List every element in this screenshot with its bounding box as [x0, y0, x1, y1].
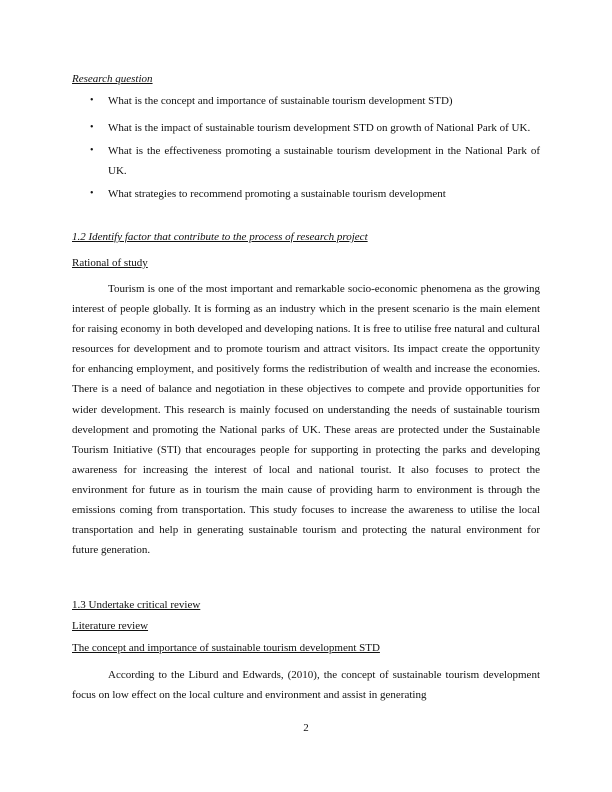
list-item [72, 91, 540, 111]
bullet-icon: • [90, 145, 94, 156]
bullet-text: What is the impact of sustainable tourism development STD on growth of National Park of UK. [108, 122, 531, 134]
research-question-list [72, 91, 540, 204]
document-page [72, 0, 540, 792]
std-concept-heading: The concept and importance of sustainable tourism development STD [72, 642, 380, 654]
bullet-text: What is the concept and importance of sustainable tourism development STD) [108, 95, 453, 107]
research-question-heading: Research question [72, 73, 153, 85]
list-item [72, 141, 540, 181]
bullet-text: What strategies to recommend promoting a sustainable tourism development [108, 188, 446, 200]
bullet-icon: • [90, 122, 94, 133]
bullet-text: What is the effectiveness promoting a sustainable tourism development in the National Park of UK. [108, 145, 540, 177]
rationale-heading: Rational of study [72, 257, 148, 269]
section-1-3-heading: 1.3 Undertake critical review [72, 599, 201, 611]
literature-review-heading: Literature review [72, 620, 149, 632]
page-number: 2 [303, 722, 309, 734]
list-item [72, 118, 540, 138]
bullet-icon: • [90, 95, 94, 106]
section-1-2-heading: 1.2 Identify factor that contribute to the process of research project [72, 231, 368, 243]
rationale-paragraph: Tourism is one of the most important and remarkable socio-economic phenomena as the growing interest of people globally. It is forming as an industry which in the present scenario is the main element for raising economy in both developed and developing nations. It is free to utilise free natural and cultural resources for development and to promote tourism and attract visitors. Its impact create the opportunity for enhancing employment, and positively forms the redistribution of wealth and increase the economies. There is a need of balance and negotiation in these objectives to compete and provide opportunities for wider development. This research is mainly focused on understanding the needs of sustainable tourism development and promoting the National parks of UK. These areas are protected under the Sustainable Tourism Initiative (STI) that encourages people for supporting in protecting the parks and developing awareness for increasing the interest of local and national tourist. It also focuses to protect the environment for future as in tourism the main cause of providing harm to environment is through the emissions coming from transportation. This study focuses to increase the awareness to utilise the local transportation and help in generating sustainable tourism and protecting the natural environment for future generation. [72, 283, 540, 557]
literature-paragraph: According to the Liburd and Edwards, (2010), the concept of sustainable tourism development focus on low effect on the local culture and environment and assist in generating [72, 669, 540, 702]
list-item [72, 184, 540, 204]
bullet-icon: • [90, 188, 94, 199]
